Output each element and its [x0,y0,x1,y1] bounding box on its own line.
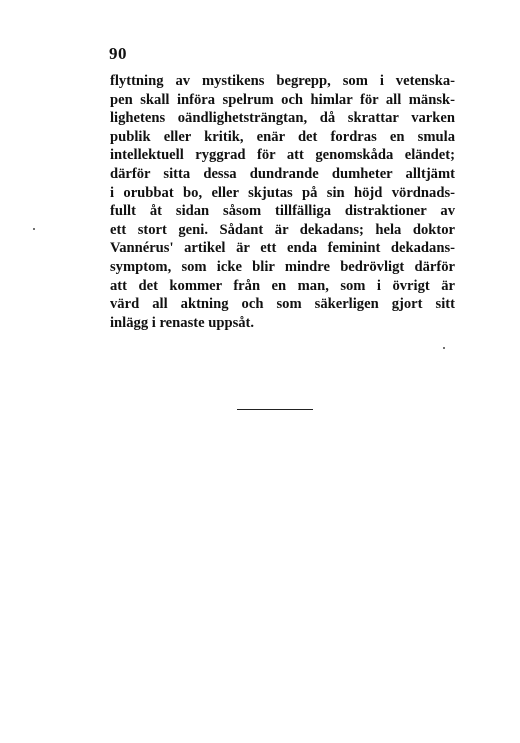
section-divider [237,409,313,410]
print-speck [33,228,35,230]
text-line: flyttning av mystikens begrepp, som i vetenska- [110,73,455,89]
text-line: ett stort geni. Sådant är dekadans; hela doktor [110,221,455,238]
text-line: att det kommer från en man, som i övrigt är [110,277,455,294]
text-line: i orubbat bo, eller skjutas på sin höjd vördnads- [110,184,455,201]
body-text [110,72,455,332]
text-line: därför sitta dessa dundrande dumheter alltjämt [110,165,455,182]
text-line: symptom, som icke blir mindre bedrövligt därför [110,258,455,275]
text-line: pen skall införa spelrum och himlar för all mänsk- [110,91,455,108]
text-line: värd all aktning och som säkerligen gjort sitt [110,296,455,313]
text-line: intellektuell ryggrad för att genomskåda eländet; [110,147,455,164]
print-speck [443,347,445,349]
text-line: Vannérus' artikel är ett enda feminint dekadans- [110,240,455,257]
page-number: 90 [109,44,127,63]
text-line: publik eller kritik, enär det fordras en smula [110,128,455,145]
text-line-last: inlägg i renaste uppsåt. [110,314,255,331]
text-line: fullt åt sidan såsom tillfälliga distraktioner av [110,203,455,220]
text-line: lighetens oändlighetsträngtan, då skrattar varken [110,110,455,127]
